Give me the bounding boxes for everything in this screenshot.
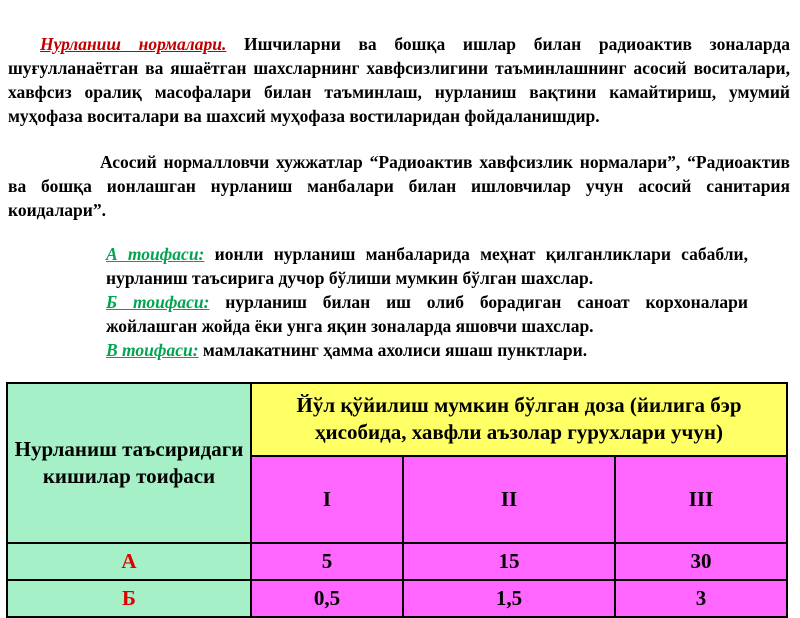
group-header-cell: II [403,456,615,543]
category-list [106,242,748,362]
dose-value-cell: 15 [403,543,615,580]
category-text: мамлакатнинг ҳамма ахолиси яшаш пунктлари. [198,340,588,360]
category-text: ионли нурланиш манбаларида меҳнат қилганликлари сабабли, нурланиш таъсирига дучор бўлиши мумкин бўлган шахслар. [106,244,748,288]
category-item-v [106,338,748,362]
dose-value-cell: 3 [615,580,787,617]
intro-paragraph [8,32,790,128]
category-item-b [106,290,748,338]
row-category-cell: Б [7,580,251,617]
group-header-cell: III [615,456,787,543]
group-header-cell: I [251,456,403,543]
category-label: Б тоифаси: [106,292,210,312]
table-row [7,580,787,617]
documents-paragraph: Асосий нормалловчи хужжатлар “Радиоактив хавфсизлик нормалари”, “Радиоактив ва бошқа ионлашган нурланиш манбалари билан ишловчилар учун асосий санитария коидалари”. [8,152,790,220]
table-row [7,543,787,580]
row-category-cell: А [7,543,251,580]
section-title: Нурланиш нормалари. [40,34,227,54]
category-column-header: Нурланиш таъсиридаги кишилар тоифаси [7,383,251,543]
category-item-a [106,242,748,290]
dose-limits-table [6,382,788,618]
dose-value-cell: 0,5 [251,580,403,617]
category-label: В тоифаси: [106,340,199,360]
dose-value-cell: 30 [615,543,787,580]
category-text: нурланиш билан иш олиб борадиган саноат корхоналари жойлашган жойда ёки унга яқин зоналарда яшовчи шахслар. [106,292,748,336]
category-label: А тоифаси: [106,244,205,264]
dose-value-cell: 1,5 [403,580,615,617]
intro-text: Ишчиларни ва бошқа ишлар билан радиоактив зоналарда шуғулланаётган ва яшаётган шахсларнинг хавфсизлигини таъминлашнинг асосий воситалари, хавфсиз оралиқ масофалари билан таъминлаш, нурланиш вақтини камайтириш, умумий муҳофаза воситалари ва шахсий муҳофаза востиларидан фойдаланишдир. [8,34,790,126]
dose-group-header: Йўл қўйилиш мумкин бўлган доза (йилига бэр ҳисобида, хавфли аъзолар гурухлари учун) [251,383,787,456]
dose-value-cell: 5 [251,543,403,580]
